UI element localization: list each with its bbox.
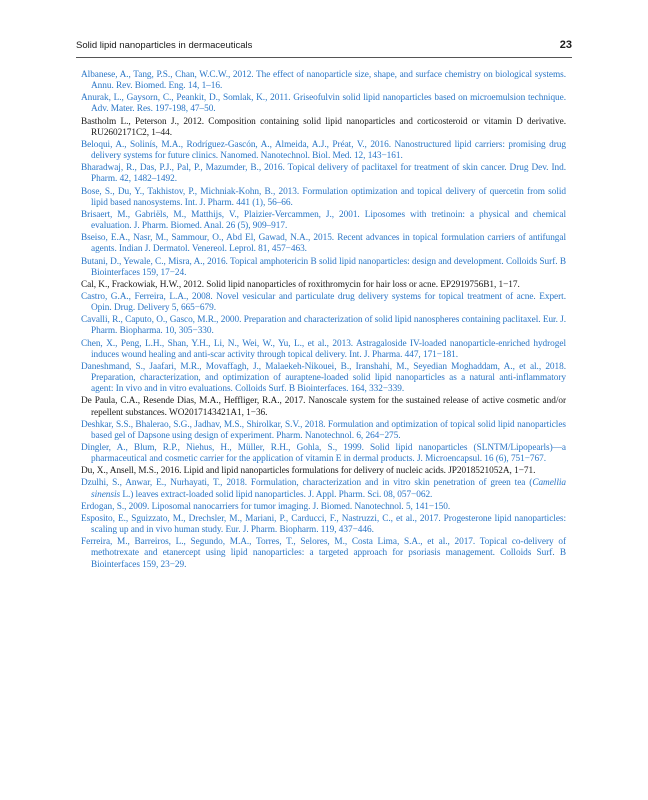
reference-entry[interactable]: Chen, X., Peng, L.H., Shan, Y.H., Li, N., Wei, W., Yu, L., et al., 2013. Astragaloside IV-loaded nanoparticle-enriched hydrogel induces wound healing and anti-scar activity through topical delivery. Int. J. Pharma. 447, 171−181. [81, 338, 566, 360]
reference-entry: De Paula, C.A., Resende Dias, M.A., Heffliger, R.A., 2017. Nanoscale system for the sustained release of active cosmetic and/or repellent substances. WO2017143421A1, 1−36. [81, 396, 566, 418]
reference-entry[interactable]: Cavalli, R., Caputo, O., Gasco, M.R., 2000. Preparation and characterization of solid lipid nanospheres containing paclitaxel. Eur. J. Pharm. Biopharma. 10, 305−330. [81, 315, 566, 337]
reference-text: Dzulhi, S., Anwar, E., Nurhayati, T., 2018. Formulation, characterization and in vitro skin penetration of green tea ( [81, 478, 533, 489]
reference-entry[interactable]: Anurak, L., Gaysorn, C., Peankit, D., Somlak, K., 2011. Griseofulvin solid lipid nanoparticles based on microemulsion technique. Adv. Mater. Res. 197-198, 47–50. [81, 93, 566, 115]
reference-entry: Du, X., Ansell, M.S., 2016. Lipid and lipid nanoparticles formulations for delivery of nucleic acids. JP2018521052A, 1−71. [81, 466, 536, 477]
reference-entry[interactable]: Dingler, A., Blum, R.P., Niehus, H., Müller, R.H., Gohla, S., 1999. Solid lipid nanoparticles (SLNTM/Lipopearls)—a pharmaceutical and cosmetic carrier for the application of vitamin E in dermal products. J. Microencapsul. 16 (6), 751−767. [81, 443, 566, 465]
reference-entry[interactable]: Bseiso, E.A., Nasr, M., Sammour, O., Abd El, Gawad, N.A., 2015. Recent advances in topical formulation carriers of antifungal agents. Indian J. Dermatol. Venereol. Leprol. 81, 457−463. [81, 233, 566, 255]
reference-entry[interactable]: Bose, S., Du, Y., Takhistov, P., Michniak-Kohn, B., 2013. Formulation optimization and topical delivery of quercetin from solid lipid based nanosystems. Int. J. Pharm. 441 (1), 56–66. [81, 186, 566, 208]
reference-entry: Bastholm L., Peterson J., 2012. Composition containing solid lipid nanoparticles and corticosteroid or vitamin D derivative. RU2602171C2, 1–44. [81, 116, 566, 138]
reference-entry[interactable]: Brisaert, M., Gabriëls, M., Matthijs, V., Plaizier-Vercammen, J., 2001. Liposomes with tretinoin: a physical and chemical evaluation. J. Pharm. Biomed. Anal. 26 (5), 909–917. [81, 209, 566, 232]
reference-entry[interactable]: Esposito, E., Sguizzato, M., Drechsler, M., Mariani, P., Carducci, F., Nastruzzi, C., et al., 2017. Progesterone lipid nanoparticles: scaling up and in vivo human study. Eur. J. Pharm. Biopharm. 119, 437−446. [81, 513, 566, 536]
reference-entry: Cal, K., Frackowiak, H.W., 2012. Solid lipid nanoparticles of roxithromycin for hair loss or acne. EP2919756B1, 1−17. [81, 279, 520, 290]
reference-entry[interactable]: Daneshmand, S., Jaafari, M.R., Movaffagh, J., Malaekeh-Nikouei, B., Iranshahi, M., Seyedian Moghaddam, A., et al., 2018. Preparation, characterization, and optimization of auraptene-loaded solid lipid nanoparticles as a natural anti-inflammatory agent: In vivo and in vitro evaluations. Colloids Surf. B Biointerfaces. 164, 332−339. [81, 361, 566, 395]
reference-entry[interactable]: Deshkar, S.S., Bhalerao, S.G., Jadhav, M.S., Shirolkar, S.V., 2018. Formulation and optimization of topical solid lipid nanoparticles based gel of Dapsone using design of experiment. Pharm. Nanotechnol. 6, 264−275. [81, 419, 566, 441]
reference-entry[interactable]: Butani, D., Yewale, C., Misra, A., 2016. Topical amphotericin B solid lipid nanoparticles: design and development. Colloids Surf. B Biointerfaces 159, 17−24. [81, 256, 566, 278]
reference-entry[interactable]: Erdogan, S., 2009. Liposomal nanocarriers for tumor imaging. J. Biomed. Nanotechnol. 5, 141−150. [81, 501, 451, 512]
reference-entry[interactable]: Castro, G.A., Ferreira, L.A., 2008. Novel vesicular and particulate drug delivery systems for topical treatment of acne. Expert. Opin. Drug. Delivery 5, 665−679. [81, 291, 566, 314]
reference-entry[interactable]: Ferreira, M., Barreiros, L., Segundo, M.A., Torres, T., Selores, M., Costa Lima, S.A., et al., 2017. Topical co-delivery of methotrexate and etanercept using lipid nanoparticles: a targeted approach for psoriasis management. Colloids Surf. B Biointerfaces 159, 23−29. [81, 537, 566, 570]
header-rule [76, 57, 572, 58]
page-header [76, 40, 572, 56]
reference-entry[interactable]: Bharadwaj, R., Das, P.J., Pal, P., Mazumder, B., 2016. Topical delivery of paclitaxel for treatment of skin cancer. Drug Dev. Ind. Pharm. 42, 1482–1492. [81, 163, 566, 185]
running-title: Solid lipid nanoparticles in dermaceuticals [76, 40, 253, 51]
reference-entry[interactable] [81, 478, 566, 500]
reference-entry[interactable]: Beloqui, A., Solinís, M.A., Rodríguez-Gascón, A., Almeida, A.J., Préat, V., 2016. Nanostructured lipid carriers: promising drug delivery systems for future clinics. Nanomed. Nanotechnol. Biol. Med. 12, 143−161. [81, 139, 566, 162]
species-name: Camellia sinensis [91, 478, 566, 500]
reference-list [81, 70, 566, 572]
reference-text: L.) leaves extract-loaded solid lipid nanoparticles. J. Appl. Pharm. Sci. 08, 057−062. [120, 489, 433, 500]
page-number: 23 [559, 39, 572, 51]
reference-entry[interactable]: Albanese, A., Tang, P.S., Chan, W.C.W., 2012. The effect of nanoparticle size, shape, and surface chemistry on biological systems. Annu. Rev. Biomed. Eng. 14, 1–16. [81, 70, 566, 92]
